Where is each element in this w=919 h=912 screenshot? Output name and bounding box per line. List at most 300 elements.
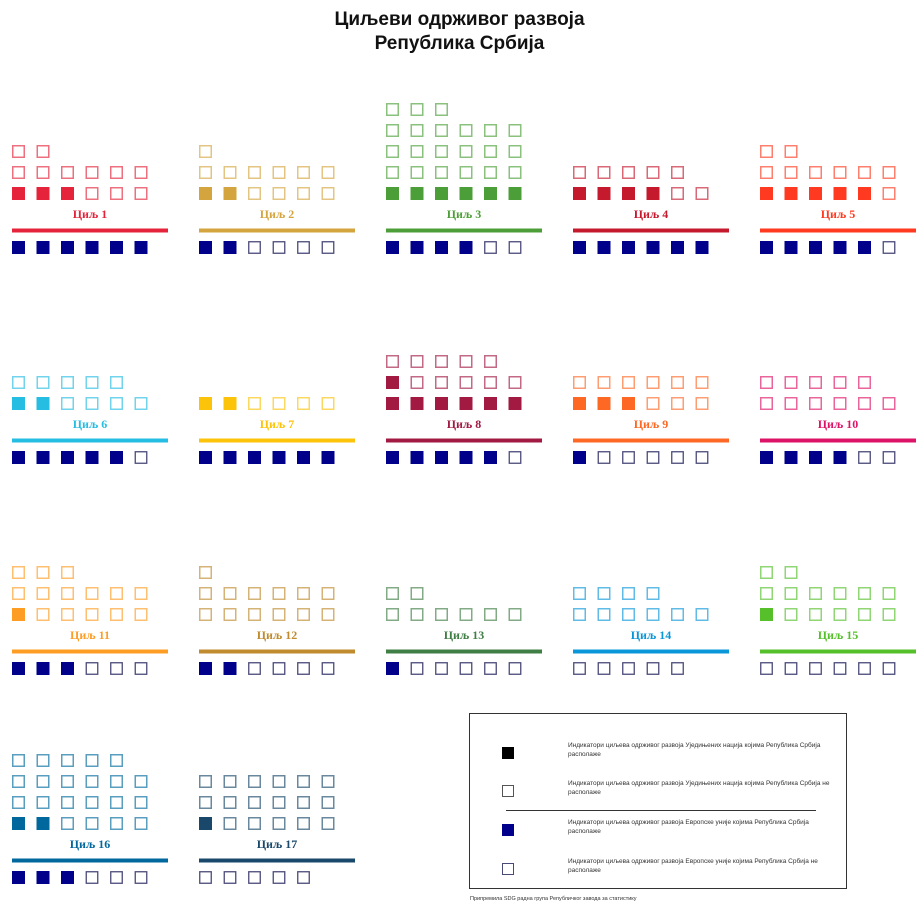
goal-4-un-indicator-unavailable [647, 167, 659, 179]
goal-1-un-indicator-unavailable [135, 167, 147, 179]
goal-13-label: Циљ 13 [443, 628, 485, 642]
goal-4-un-indicator-available [598, 187, 611, 200]
goal-6-un-indicator-unavailable [111, 377, 123, 389]
goal-16-eu-indicator-available [37, 871, 50, 884]
goal-13-un-indicator-unavailable [485, 609, 497, 621]
goal-15-eu-indicator-unavailable [810, 663, 822, 675]
goal-14-eu-indicator-unavailable [672, 663, 684, 675]
goal-12-un-indicator-unavailable [224, 609, 236, 621]
goal-13-eu-indicator-unavailable [509, 663, 521, 675]
goal-5-un-indicator-unavailable [785, 146, 797, 158]
goal-14-un-indicator-unavailable [647, 609, 659, 621]
goal-16-un-indicator-unavailable [62, 818, 74, 830]
goal-9-bar [573, 439, 729, 443]
goal-5-un-indicator-unavailable [785, 167, 797, 179]
goal-4-eu-indicator-available [622, 241, 635, 254]
goal-3-eu-indicator-available [460, 241, 473, 254]
goal-10-un-indicator-unavailable [883, 398, 895, 410]
goal-11-un-indicator-unavailable [62, 609, 74, 621]
goal-9-un-indicator-available [573, 397, 586, 410]
legend-row-eu-unavailable [470, 854, 846, 884]
goal-2-bar [199, 229, 355, 233]
goal-4-eu-indicator-available [598, 241, 611, 254]
goal-1-un-indicator-unavailable [135, 188, 147, 200]
goal-17-eu-indicator-unavailable [224, 872, 236, 884]
goal-2-un-indicator-unavailable [298, 167, 310, 179]
goal-17-un-indicator-unavailable [200, 776, 212, 788]
goal-6-eu-indicator-available [61, 451, 74, 464]
goal-16-eu-indicator-available [61, 871, 74, 884]
goal-8-eu-indicator-unavailable [509, 452, 521, 464]
goal-13-un-indicator-unavailable [411, 588, 423, 600]
goal-16-eu-indicator-unavailable [111, 872, 123, 884]
goal-10-un-indicator-unavailable [810, 377, 822, 389]
goal-6-eu-indicator-available [110, 451, 123, 464]
goal-3-bar [386, 229, 542, 233]
goal-5-un-indicator-unavailable [834, 167, 846, 179]
goal-16-un-indicator-available [12, 817, 25, 830]
legend-text-un-unavailable: Индикатори циљева одрживог развоја Уједињених нација којима Република Србија не располаже [568, 780, 830, 796]
goal-6-un-indicator-available [37, 397, 50, 410]
goal-8-un-indicator-unavailable [436, 356, 448, 368]
goal-17-un-indicator-unavailable [224, 776, 236, 788]
goal-1-un-indicator-available [61, 187, 74, 200]
goal-12-un-indicator-unavailable [200, 588, 212, 600]
goal-8-un-indicator-unavailable [485, 356, 497, 368]
goal-14-bar [573, 650, 729, 654]
goal-11-eu-indicator-available [12, 662, 25, 675]
goal-11-un-indicator-unavailable [62, 588, 74, 600]
legend [469, 713, 847, 889]
goal-10-eu-indicator-available [809, 451, 822, 464]
goal-10-un-indicator-unavailable [761, 398, 773, 410]
goal-3-un-indicator-unavailable [411, 146, 423, 158]
goal-16-bar [12, 859, 168, 863]
goal-16-un-indicator-unavailable [135, 797, 147, 809]
goal-3-un-indicator-unavailable [387, 125, 399, 137]
goal-13-un-indicator-unavailable [387, 609, 399, 621]
goal-10-eu-indicator-available [785, 451, 798, 464]
goal-12-eu-indicator-available [224, 662, 237, 675]
goal-9-un-indicator-available [598, 397, 611, 410]
goal-3-un-indicator-unavailable [436, 146, 448, 158]
goal-6-eu-indicator-available [12, 451, 25, 464]
goal-12-un-indicator-unavailable [224, 588, 236, 600]
goal-6-un-indicator-available [12, 397, 25, 410]
goal-7-un-indicator-unavailable [249, 398, 261, 410]
goal-11-bar [12, 650, 168, 654]
goal-16-un-indicator-unavailable [37, 755, 49, 767]
goal-12-eu-indicator-unavailable [249, 663, 261, 675]
goal-9-un-indicator-unavailable [598, 377, 610, 389]
goal-16-un-indicator-unavailable [13, 755, 25, 767]
goal-7-eu-indicator-available [297, 451, 310, 464]
goal-3-un-indicator-unavailable [411, 167, 423, 179]
legend-swatch-eu-available [502, 824, 514, 836]
goal-1-un-indicator-available [37, 187, 50, 200]
goal-15-eu-indicator-unavailable [859, 663, 871, 675]
goal-6-un-indicator-unavailable [62, 377, 74, 389]
legend-row-eu-available [470, 815, 846, 845]
goal-9-un-indicator-unavailable [623, 377, 635, 389]
goal-11-un-indicator-unavailable [86, 588, 98, 600]
goal-16-un-indicator-unavailable [86, 755, 98, 767]
goal-3-un-indicator-unavailable [460, 167, 472, 179]
goal-4-un-indicator-available [622, 187, 635, 200]
goal-8-un-indicator-unavailable [436, 377, 448, 389]
goal-5-eu-indicator-available [760, 241, 773, 254]
goal-2-eu-indicator-unavailable [298, 242, 310, 254]
goal-7-bar [199, 439, 355, 443]
goal-1-eu-indicator-available [86, 241, 99, 254]
goal-16-un-indicator-unavailable [13, 776, 25, 788]
goal-2-un-indicator-unavailable [249, 188, 261, 200]
goal-5-eu-indicator-available [809, 241, 822, 254]
goal-6-eu-indicator-available [86, 451, 99, 464]
goal-7-eu-indicator-available [199, 451, 212, 464]
goal-11-eu-indicator-available [37, 662, 50, 675]
goal-5-un-indicator-available [760, 187, 773, 200]
goal-13-un-indicator-unavailable [509, 609, 521, 621]
goal-2-un-indicator-unavailable [273, 188, 285, 200]
goal-11-un-indicator-unavailable [37, 588, 49, 600]
goal-3-un-indicator-unavailable [411, 104, 423, 116]
goal-14-un-indicator-unavailable [672, 609, 684, 621]
goal-9-label: Циљ 9 [633, 417, 669, 431]
goal-14-un-indicator-unavailable [647, 588, 659, 600]
goal-11-un-indicator-unavailable [135, 609, 147, 621]
goal-2-un-indicator-available [224, 187, 237, 200]
legend-swatch-un-available [502, 747, 514, 759]
goal-1-un-indicator-unavailable [37, 167, 49, 179]
goal-6-un-indicator-unavailable [135, 398, 147, 410]
goal-3-un-indicator-unavailable [436, 125, 448, 137]
goal-17-eu-indicator-unavailable [249, 872, 261, 884]
goal-11-un-indicator-available [12, 608, 25, 621]
goal-17-eu-indicator-unavailable [298, 872, 310, 884]
goal-9-un-indicator-available [622, 397, 635, 410]
goal-8-un-indicator-available [460, 397, 473, 410]
goal-13-un-indicator-unavailable [411, 609, 423, 621]
goal-8-label: Циљ 8 [446, 417, 482, 431]
goal-8-un-indicator-unavailable [509, 377, 521, 389]
goal-11-un-indicator-unavailable [111, 609, 123, 621]
title-line-1: Циљеви одрживог развоја [334, 9, 585, 30]
goal-7-eu-indicator-available [273, 451, 286, 464]
goal-11-un-indicator-unavailable [135, 588, 147, 600]
goal-6-un-indicator-unavailable [62, 398, 74, 410]
legend-separator [506, 810, 816, 811]
goal-15-un-indicator-unavailable [810, 609, 822, 621]
goal-4-un-indicator-unavailable [598, 167, 610, 179]
goal-8-un-indicator-available [484, 397, 497, 410]
goal-16-un-indicator-unavailable [135, 776, 147, 788]
goal-1-eu-indicator-available [61, 241, 74, 254]
goal-5-un-indicator-unavailable [761, 146, 773, 158]
goal-12-eu-indicator-unavailable [273, 663, 285, 675]
goal-16-un-indicator-available [37, 817, 50, 830]
goal-14-un-indicator-unavailable [598, 609, 610, 621]
goal-4-label: Циљ 4 [633, 207, 669, 221]
goal-15-un-indicator-unavailable [834, 609, 846, 621]
goal-7-label: Циљ 7 [259, 417, 295, 431]
goal-5-un-indicator-available [834, 187, 847, 200]
goal-16-un-indicator-unavailable [111, 818, 123, 830]
goal-17-eu-indicator-unavailable [200, 872, 212, 884]
goal-3-un-indicator-unavailable [387, 104, 399, 116]
goal-17-un-indicator-unavailable [200, 797, 212, 809]
goal-4-un-indicator-unavailable [623, 167, 635, 179]
footnote: Припремила SDG радна група Републичког завода за статистику [470, 896, 637, 902]
legend-swatch-un-unavailable [502, 785, 514, 797]
goal-7-un-indicator-available [224, 397, 237, 410]
goal-17-label: Циљ 17 [256, 837, 298, 851]
goal-12-label: Циљ 12 [256, 628, 298, 642]
goal-3-un-indicator-unavailable [460, 125, 472, 137]
goal-3-un-indicator-available [509, 187, 522, 200]
goal-10-un-indicator-unavailable [761, 377, 773, 389]
goal-3-label: Циљ 3 [446, 207, 482, 221]
goal-14-un-indicator-unavailable [623, 588, 635, 600]
goal-12-un-indicator-unavailable [322, 609, 334, 621]
goal-5-eu-indicator-available [834, 241, 847, 254]
goal-15-bar [760, 650, 916, 654]
goal-5-label: Циљ 5 [820, 207, 856, 221]
goal-9-un-indicator-unavailable [672, 377, 684, 389]
goal-17-bar [199, 859, 355, 863]
goal-5-un-indicator-unavailable [883, 188, 895, 200]
goal-2-eu-indicator-unavailable [273, 242, 285, 254]
goal-10-un-indicator-unavailable [859, 398, 871, 410]
goal-11-un-indicator-unavailable [13, 588, 25, 600]
goal-8-un-indicator-unavailable [411, 377, 423, 389]
goal-4-un-indicator-available [573, 187, 586, 200]
goal-3-un-indicator-unavailable [485, 146, 497, 158]
goal-2-eu-indicator-unavailable [249, 242, 261, 254]
goal-11-un-indicator-unavailable [62, 567, 74, 579]
goal-17-un-indicator-unavailable [322, 797, 334, 809]
goal-1-eu-indicator-available [110, 241, 123, 254]
goal-16-un-indicator-unavailable [62, 797, 74, 809]
goal-5-eu-indicator-unavailable [883, 242, 895, 254]
goal-2-label: Циљ 2 [259, 207, 295, 221]
goal-12-un-indicator-unavailable [200, 609, 212, 621]
goal-11-eu-indicator-unavailable [135, 663, 147, 675]
goal-7-eu-indicator-available [322, 451, 335, 464]
goal-10-un-indicator-unavailable [834, 377, 846, 389]
goal-3-un-indicator-unavailable [485, 125, 497, 137]
goal-15-eu-indicator-unavailable [761, 663, 773, 675]
goal-2-eu-indicator-available [199, 241, 212, 254]
goal-11-eu-indicator-unavailable [86, 663, 98, 675]
goal-8-un-indicator-unavailable [485, 377, 497, 389]
goal-7-un-indicator-available [199, 397, 212, 410]
goal-11-un-indicator-unavailable [86, 609, 98, 621]
goal-11-un-indicator-unavailable [37, 567, 49, 579]
goal-17-un-indicator-unavailable [224, 818, 236, 830]
goal-5-eu-indicator-available [858, 241, 871, 254]
goal-17-un-indicator-unavailable [298, 797, 310, 809]
goal-8-eu-indicator-available [460, 451, 473, 464]
legend-row-un-unavailable [470, 776, 846, 806]
goal-16-un-indicator-unavailable [135, 818, 147, 830]
title-line-2: Република Србија [374, 33, 545, 54]
goal-14-un-indicator-unavailable [623, 609, 635, 621]
goal-15-eu-indicator-unavailable [785, 663, 797, 675]
goal-3-eu-indicator-available [411, 241, 424, 254]
goal-8-un-indicator-unavailable [411, 356, 423, 368]
goal-3-un-indicator-unavailable [509, 125, 521, 137]
goal-13-eu-indicator-available [386, 662, 399, 675]
goal-5-un-indicator-available [858, 187, 871, 200]
goal-5-un-indicator-unavailable [761, 167, 773, 179]
goal-13-un-indicator-unavailable [460, 609, 472, 621]
goal-7-un-indicator-unavailable [298, 398, 310, 410]
goal-10-label: Циљ 10 [817, 417, 859, 431]
goal-4-eu-indicator-available [696, 241, 709, 254]
goal-12-un-indicator-unavailable [249, 588, 261, 600]
goal-16-un-indicator-unavailable [111, 776, 123, 788]
goal-16-label: Циљ 16 [69, 837, 111, 851]
goal-9-eu-indicator-unavailable [598, 452, 610, 464]
goal-1-un-indicator-unavailable [62, 167, 74, 179]
goal-5-un-indicator-unavailable [810, 167, 822, 179]
goal-9-un-indicator-unavailable [574, 377, 586, 389]
goal-2-un-indicator-available [199, 187, 212, 200]
goal-2-un-indicator-unavailable [273, 167, 285, 179]
goal-7-eu-indicator-available [248, 451, 261, 464]
goal-2-eu-indicator-available [224, 241, 237, 254]
goal-6-un-indicator-unavailable [37, 377, 49, 389]
legend-text-un-available: Индикатори циљева одрживог развоја Уједињених нација којима Република Србија располаже [568, 742, 821, 758]
goal-17-un-indicator-unavailable [322, 776, 334, 788]
goal-12-un-indicator-unavailable [249, 609, 261, 621]
goal-4-eu-indicator-available [573, 241, 586, 254]
legend-row-un-available [470, 738, 846, 768]
goal-8-un-indicator-unavailable [460, 377, 472, 389]
goal-15-eu-indicator-unavailable [834, 663, 846, 675]
goal-10-eu-indicator-unavailable [883, 452, 895, 464]
goal-13-bar [386, 650, 542, 654]
goal-1-un-indicator-unavailable [111, 167, 123, 179]
goal-14-eu-indicator-unavailable [623, 663, 635, 675]
goal-12-eu-indicator-unavailable [322, 663, 334, 675]
goal-15-un-indicator-unavailable [883, 588, 895, 600]
goal-4-un-indicator-available [647, 187, 660, 200]
goal-15-un-indicator-available [760, 608, 773, 621]
goal-17-un-indicator-unavailable [273, 797, 285, 809]
legend-text-eu-available: Индикатори циљева одрживог развоја Европске уније којима Република Србија располаже [568, 819, 809, 835]
goal-9-un-indicator-unavailable [672, 398, 684, 410]
goal-4-bar [573, 229, 729, 233]
goal-15-un-indicator-unavailable [859, 588, 871, 600]
goal-3-eu-indicator-unavailable [509, 242, 521, 254]
goal-3-un-indicator-unavailable [460, 146, 472, 158]
goal-9-un-indicator-unavailable [696, 377, 708, 389]
goal-1-bar [12, 229, 168, 233]
goal-4-un-indicator-unavailable [672, 167, 684, 179]
goal-17-un-indicator-unavailable [273, 818, 285, 830]
goal-11-un-indicator-unavailable [37, 609, 49, 621]
goal-1-un-indicator-available [12, 187, 25, 200]
goal-12-un-indicator-unavailable [322, 588, 334, 600]
goal-9-eu-indicator-unavailable [696, 452, 708, 464]
goal-13-eu-indicator-unavailable [411, 663, 423, 675]
goal-9-eu-indicator-unavailable [623, 452, 635, 464]
goal-1-un-indicator-unavailable [111, 188, 123, 200]
goal-16-eu-indicator-unavailable [135, 872, 147, 884]
goal-14-eu-indicator-unavailable [574, 663, 586, 675]
goal-3-un-indicator-unavailable [509, 167, 521, 179]
goal-10-eu-indicator-available [834, 451, 847, 464]
goal-16-un-indicator-unavailable [111, 755, 123, 767]
goal-14-eu-indicator-unavailable [647, 663, 659, 675]
goal-1-un-indicator-unavailable [13, 146, 25, 158]
goal-16-un-indicator-unavailable [62, 776, 74, 788]
goal-15-un-indicator-unavailable [810, 588, 822, 600]
goal-16-un-indicator-unavailable [62, 755, 74, 767]
goal-10-eu-indicator-unavailable [859, 452, 871, 464]
goal-11-eu-indicator-unavailable [111, 663, 123, 675]
goal-3-eu-indicator-unavailable [485, 242, 497, 254]
goal-8-un-indicator-available [435, 397, 448, 410]
goal-7-un-indicator-unavailable [273, 398, 285, 410]
goal-3-un-indicator-unavailable [436, 104, 448, 116]
goal-6-eu-indicator-unavailable [135, 452, 147, 464]
goal-13-eu-indicator-unavailable [460, 663, 472, 675]
goal-4-un-indicator-unavailable [574, 167, 586, 179]
goal-1-label: Циљ 1 [72, 207, 108, 221]
goal-8-eu-indicator-available [484, 451, 497, 464]
goal-3-un-indicator-unavailable [509, 146, 521, 158]
goal-14-un-indicator-unavailable [598, 588, 610, 600]
goal-6-eu-indicator-available [37, 451, 50, 464]
goal-12-un-indicator-unavailable [200, 567, 212, 579]
goal-17-un-indicator-unavailable [298, 776, 310, 788]
goal-1-un-indicator-unavailable [13, 167, 25, 179]
goal-2-eu-indicator-unavailable [322, 242, 334, 254]
goal-1-eu-indicator-available [12, 241, 25, 254]
goal-2-un-indicator-unavailable [224, 167, 236, 179]
goal-12-un-indicator-unavailable [298, 609, 310, 621]
goal-14-un-indicator-unavailable [574, 609, 586, 621]
goal-10-bar [760, 439, 916, 443]
goal-15-un-indicator-unavailable [785, 567, 797, 579]
goal-11-un-indicator-unavailable [13, 567, 25, 579]
goal-8-bar [386, 439, 542, 443]
goal-16-un-indicator-unavailable [37, 797, 49, 809]
goal-5-eu-indicator-available [785, 241, 798, 254]
goal-13-un-indicator-unavailable [387, 588, 399, 600]
goal-15-un-indicator-unavailable [761, 567, 773, 579]
goal-7-un-indicator-unavailable [322, 398, 334, 410]
goal-17-un-indicator-unavailable [273, 776, 285, 788]
goal-17-un-indicator-available [199, 817, 212, 830]
goal-3-un-indicator-unavailable [436, 167, 448, 179]
goal-6-bar [12, 439, 168, 443]
goal-14-label: Циљ 14 [630, 628, 672, 642]
goal-15-un-indicator-unavailable [859, 609, 871, 621]
goal-10-eu-indicator-available [760, 451, 773, 464]
goal-2-un-indicator-unavailable [200, 146, 212, 158]
goal-3-un-indicator-available [411, 187, 424, 200]
goal-2-un-indicator-unavailable [249, 167, 261, 179]
goal-3-un-indicator-unavailable [387, 167, 399, 179]
goal-4-eu-indicator-available [671, 241, 684, 254]
goal-2-un-indicator-unavailable [200, 167, 212, 179]
goal-3-un-indicator-available [435, 187, 448, 200]
goal-1-eu-indicator-available [37, 241, 50, 254]
